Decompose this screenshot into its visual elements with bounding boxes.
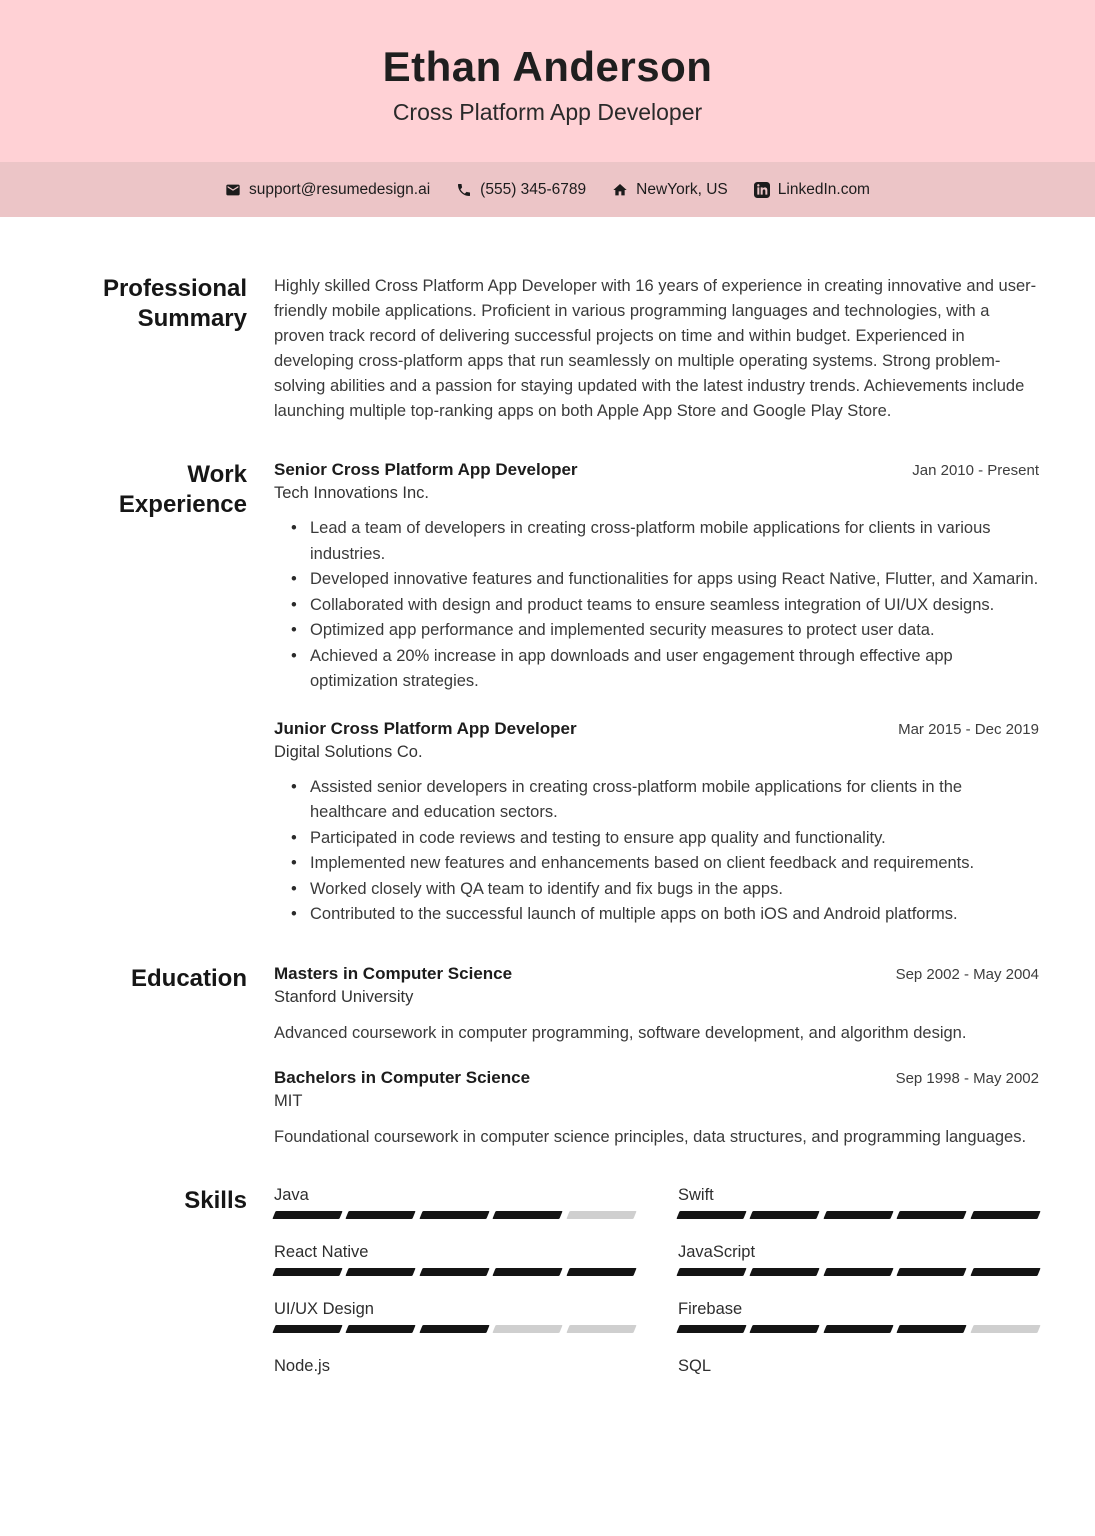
envelope-icon	[225, 182, 241, 198]
skill-bar-segment	[970, 1211, 1041, 1219]
skill-label: SQL	[678, 1356, 712, 1375]
job-bullet: • Assisted senior developers in creating cross-platform mobile applications for clients in the healthcare and education sectors.	[274, 775, 1039, 826]
skill-bar-segment	[897, 1325, 968, 1333]
skill-label: JavaScript	[678, 1242, 756, 1261]
skill-bar	[678, 1325, 1039, 1333]
section-work-experience	[93, 460, 1039, 928]
job-dates: Jan 2010 - Present	[912, 462, 1039, 479]
job-entry	[274, 460, 1039, 695]
skill-item	[678, 1243, 1039, 1276]
skill-bar	[678, 1268, 1039, 1276]
education-dates: Sep 2002 - May 2004	[895, 965, 1039, 983]
skills-grid	[274, 1186, 1039, 1390]
skill-bar-segment	[272, 1268, 343, 1276]
skill-item	[678, 1300, 1039, 1333]
resume-body	[0, 217, 1095, 1390]
skill-bar-segment	[750, 1268, 821, 1276]
job-bullet: • Contributed to the successful launch of multiple apps on both iOS and Android platforms.	[274, 902, 1039, 928]
skill-bar-segment	[272, 1325, 343, 1333]
job-bullet: • Collaborated with design and product teams to ensure seamless integration of UI/UX designs.	[274, 593, 1039, 619]
education-entry	[274, 964, 1039, 1046]
skill-item	[274, 1243, 635, 1276]
skill-item	[274, 1300, 635, 1333]
job-entry	[274, 719, 1039, 928]
skill-bar	[274, 1268, 635, 1276]
work-heading: Work Experience	[118, 461, 247, 518]
job-company: Digital Solutions Co.	[274, 742, 423, 761]
education-dates: Sep 1998 - May 2002	[895, 1069, 1039, 1087]
job-title: Senior Cross Platform App Developer	[274, 460, 578, 479]
contact-linkedin-text: LinkedIn.com	[777, 180, 870, 198]
skill-item	[678, 1357, 1039, 1390]
education-description: Foundational coursework in computer science principles, data structures, and programming languages.	[274, 1127, 1027, 1146]
skill-bar-segment	[823, 1211, 894, 1219]
skill-bar	[274, 1382, 635, 1390]
candidate-job-title: Cross Platform App Developer	[392, 98, 703, 125]
contact-location	[612, 181, 728, 199]
job-bullet: • Implemented new features and enhancements based on client feedback and requirements.	[274, 851, 1039, 877]
skill-bar	[678, 1211, 1039, 1219]
job-bullet: • Worked closely with QA team to identify and fix bugs in the apps.	[274, 877, 1039, 903]
skill-bar-segment	[346, 1325, 417, 1333]
skill-label: Node.js	[274, 1356, 330, 1375]
skill-bar-segment	[750, 1325, 821, 1333]
education-description: Advanced coursework in computer programming, software development, and algorithm design.	[274, 1023, 967, 1042]
skill-bar	[274, 1211, 635, 1219]
skill-bar-segment	[566, 1211, 637, 1219]
degree-title: Masters in Computer Science	[274, 963, 513, 983]
contact-linkedin	[754, 181, 870, 199]
job-bullet: • Achieved a 20% increase in app downloads and user engagement through effective app optimization strategies.	[274, 644, 1039, 695]
skill-bar-segment	[566, 1325, 637, 1333]
contact-phone-text: (555) 345-6789	[480, 180, 587, 198]
contact-email	[225, 181, 430, 199]
skill-bar-segment	[676, 1268, 747, 1276]
education-entry	[274, 1068, 1039, 1150]
summary-text: Highly skilled Cross Platform App Developer with 16 years of experience in creating innovative and user-friendly mobile applications. Proficient in various programming languages and technologies, with a proven track record of delivering successful projects on time and within budget. Experienced in developing cross-platform apps that run seamlessly on multiple operating systems. Strong problem-solving abilities and a passion for staying updated with the latest industry trends. Achievements include launching multiple top-ranking apps on both Apple App Store and Google Play Store.	[274, 277, 1037, 420]
section-education	[93, 964, 1039, 1150]
section-skills	[93, 1186, 1039, 1390]
skill-item	[274, 1186, 635, 1219]
candidate-name: Ethan Anderson	[382, 43, 713, 91]
job-bullet: • Lead a team of developers in creating cross-platform mobile applications for clients in various industries.	[274, 516, 1039, 567]
skills-heading: Skills	[184, 1186, 247, 1214]
skill-bar	[274, 1325, 635, 1333]
skill-bar	[678, 1382, 1039, 1390]
skill-bar-segment	[676, 1211, 747, 1219]
skill-bar-segment	[346, 1268, 417, 1276]
skill-bar-segment	[493, 1325, 564, 1333]
skill-bar-segment	[823, 1268, 894, 1276]
resume-header	[0, 0, 1095, 162]
skill-bar-segment	[970, 1325, 1041, 1333]
education-heading: Education	[130, 964, 247, 992]
skill-label: Java	[274, 1185, 309, 1204]
skill-bar-segment	[970, 1268, 1041, 1276]
job-dates: Mar 2015 - Dec 2019	[898, 720, 1039, 738]
school-name: Stanford University	[274, 987, 414, 1006]
linkedin-icon	[754, 182, 770, 198]
phone-icon	[456, 182, 472, 198]
skill-bar-segment	[823, 1325, 894, 1333]
section-professional-summary	[93, 274, 1039, 424]
summary-heading: Professional Summary	[102, 275, 247, 332]
skill-bar-segment	[419, 1268, 490, 1276]
skill-label: Swift	[678, 1185, 714, 1204]
skill-bar-segment	[493, 1211, 564, 1219]
skill-bar-segment	[493, 1268, 564, 1276]
skill-bar-segment	[897, 1211, 968, 1219]
job-bullet: • Developed innovative features and functionalities for apps using React Native, Flutter, and Xamarin.	[274, 567, 1039, 593]
skill-bar-segment	[750, 1211, 821, 1219]
skill-bar-segment	[272, 1211, 343, 1219]
job-bullet-list	[274, 516, 1039, 695]
skill-bar-segment	[346, 1211, 417, 1219]
job-bullet-list	[274, 775, 1039, 928]
skill-bar-segment	[566, 1268, 637, 1276]
contact-phone	[456, 181, 586, 199]
skill-bar-segment	[897, 1268, 968, 1276]
skill-item	[274, 1357, 635, 1390]
skill-bar-segment	[419, 1325, 490, 1333]
job-bullet: • Participated in code reviews and testing to ensure app quality and functionality.	[274, 826, 1039, 852]
job-title: Junior Cross Platform App Developer	[274, 718, 577, 738]
job-bullet: • Optimized app performance and implemented security measures to protect user data.	[274, 618, 1039, 644]
skill-label: UI/UX Design	[274, 1299, 374, 1318]
skill-label: Firebase	[678, 1299, 743, 1318]
skill-bar-segment	[676, 1325, 747, 1333]
contact-email-text: support@resumedesign.ai	[249, 180, 431, 198]
school-name: MIT	[274, 1091, 303, 1110]
skill-item	[678, 1186, 1039, 1219]
job-company: Tech Innovations Inc.	[274, 484, 430, 502]
contact-bar	[0, 162, 1095, 217]
skill-label: React Native	[274, 1242, 369, 1261]
contact-location-text: NewYork, US	[636, 180, 728, 198]
skill-bar-segment	[419, 1211, 490, 1219]
degree-title: Bachelors in Computer Science	[274, 1067, 531, 1087]
home-icon	[612, 182, 628, 198]
